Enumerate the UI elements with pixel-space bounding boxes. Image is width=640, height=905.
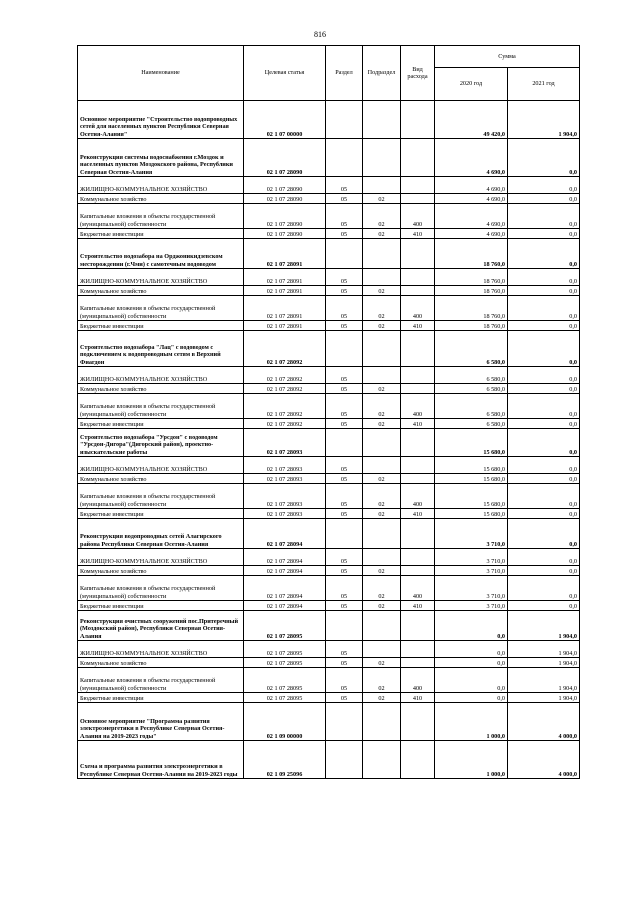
table-header <box>78 46 580 101</box>
row-2021: 1 904,0 <box>508 668 580 693</box>
row-expense-type <box>401 474 435 484</box>
row-2021: 0,0 <box>508 296 580 321</box>
row-expense-type: 410 <box>401 693 435 703</box>
header-2020: 2020 год <box>435 68 508 101</box>
table-row <box>78 549 580 566</box>
row-subsection <box>363 519 401 549</box>
row-subsection <box>363 549 401 566</box>
row-subsection <box>363 177 401 194</box>
row-section: 05 <box>326 204 363 229</box>
row-expense-type <box>401 101 435 139</box>
row-target: 02 1 07 28091 <box>244 321 326 331</box>
row-expense-type <box>401 429 435 457</box>
row-expense-type: 410 <box>401 419 435 429</box>
row-name: Бюджетные инвестиции <box>78 321 244 331</box>
table-row <box>78 741 580 779</box>
table-row <box>78 367 580 384</box>
row-expense-type <box>401 269 435 286</box>
row-expense-type: 400 <box>401 576 435 601</box>
header-expense-type: Вид расхода <box>401 46 435 101</box>
row-expense-type <box>401 519 435 549</box>
row-2020: 3 710,0 <box>435 576 508 601</box>
row-name: Бюджетные инвестиции <box>78 693 244 703</box>
row-target: 02 1 07 28095 <box>244 693 326 703</box>
row-section <box>326 331 363 367</box>
row-section <box>326 741 363 779</box>
row-expense-type: 410 <box>401 321 435 331</box>
row-target: 02 1 07 28095 <box>244 658 326 668</box>
row-expense-type <box>401 367 435 384</box>
row-2020: 49 420,0 <box>435 101 508 139</box>
row-subsection: 02 <box>363 296 401 321</box>
row-target: 02 1 07 28095 <box>244 641 326 658</box>
table-row <box>78 429 580 457</box>
row-2021: 0,0 <box>508 384 580 394</box>
row-name: Капитальные вложения в объекты государственной (муниципальной) собственности <box>78 576 244 601</box>
row-section <box>326 703 363 741</box>
row-2020: 6 580,0 <box>435 331 508 367</box>
row-section: 05 <box>326 566 363 576</box>
row-2020: 3 710,0 <box>435 549 508 566</box>
table-row <box>78 484 580 509</box>
row-section: 05 <box>326 229 363 239</box>
row-2021: 0,0 <box>508 484 580 509</box>
row-2020: 15 680,0 <box>435 474 508 484</box>
row-name: Коммунальное хозяйство <box>78 566 244 576</box>
row-name: Реконструкция водопроводных сетей Алагирского района Республики Северная Осетия-Алания <box>78 519 244 549</box>
row-2020: 1 000,0 <box>435 703 508 741</box>
row-subsection <box>363 331 401 367</box>
table-row <box>78 668 580 693</box>
row-2021: 0,0 <box>508 549 580 566</box>
row-target: 02 1 07 28093 <box>244 474 326 484</box>
row-section: 05 <box>326 194 363 204</box>
row-2020: 3 710,0 <box>435 566 508 576</box>
row-2020: 6 580,0 <box>435 367 508 384</box>
row-subsection: 02 <box>363 204 401 229</box>
row-2021: 0,0 <box>508 177 580 194</box>
table-row <box>78 457 580 474</box>
row-subsection: 02 <box>363 419 401 429</box>
row-2020: 1 000,0 <box>435 741 508 779</box>
row-target: 02 1 07 28093 <box>244 429 326 457</box>
row-subsection: 02 <box>363 693 401 703</box>
table-row <box>78 331 580 367</box>
row-subsection <box>363 239 401 269</box>
row-2021: 1 904,0 <box>508 693 580 703</box>
row-subsection <box>363 429 401 457</box>
row-expense-type: 400 <box>401 394 435 419</box>
table-row <box>78 269 580 286</box>
row-section <box>326 611 363 641</box>
row-expense-type <box>401 549 435 566</box>
row-2020: 4 690,0 <box>435 229 508 239</box>
row-2021: 1 904,0 <box>508 611 580 641</box>
table-row <box>78 321 580 331</box>
row-2020: 0,0 <box>435 611 508 641</box>
row-expense-type: 400 <box>401 484 435 509</box>
row-2021: 0,0 <box>508 566 580 576</box>
row-2021: 1 904,0 <box>508 658 580 668</box>
row-subsection <box>363 741 401 779</box>
header-section: Раздел <box>326 46 363 101</box>
row-2021: 0,0 <box>508 601 580 611</box>
row-name: Строительство водозабора на Орджоникидзевском месторождении (г.Чми) с самотечным водоводом <box>78 239 244 269</box>
row-expense-type: 410 <box>401 601 435 611</box>
row-2021: 0,0 <box>508 474 580 484</box>
row-expense-type <box>401 177 435 194</box>
row-section: 05 <box>326 394 363 419</box>
row-2020: 0,0 <box>435 668 508 693</box>
row-subsection: 02 <box>363 474 401 484</box>
table-row <box>78 139 580 177</box>
row-2020: 4 690,0 <box>435 177 508 194</box>
row-expense-type <box>401 286 435 296</box>
row-name: Капитальные вложения в объекты государственной (муниципальной) собственности <box>78 484 244 509</box>
row-section: 05 <box>326 419 363 429</box>
row-section <box>326 239 363 269</box>
row-name: ЖИЛИЩНО-КОММУНАЛЬНОЕ ХОЗЯЙСТВО <box>78 367 244 384</box>
row-section: 05 <box>326 549 363 566</box>
row-expense-type <box>401 611 435 641</box>
row-section: 05 <box>326 367 363 384</box>
row-subsection <box>363 703 401 741</box>
row-target: 02 1 07 28094 <box>244 576 326 601</box>
row-subsection: 02 <box>363 566 401 576</box>
row-target: 02 1 07 00000 <box>244 101 326 139</box>
row-expense-type <box>401 194 435 204</box>
row-section: 05 <box>326 668 363 693</box>
row-2020: 15 680,0 <box>435 429 508 457</box>
row-target: 02 1 07 28090 <box>244 204 326 229</box>
header-name: Наименование <box>78 46 244 101</box>
table-row <box>78 101 580 139</box>
row-name: Реконструкция очистных сооружений пос.Притеречный (Моздокский район), Республики Северная Осетия-Алания <box>78 611 244 641</box>
row-section: 05 <box>326 474 363 484</box>
row-expense-type: 400 <box>401 204 435 229</box>
row-subsection: 02 <box>363 194 401 204</box>
table-row <box>78 177 580 194</box>
row-2021: 0,0 <box>508 229 580 239</box>
row-target: 02 1 07 28091 <box>244 239 326 269</box>
row-name: Капитальные вложения в объекты государственной (муниципальной) собственности <box>78 394 244 419</box>
row-subsection: 02 <box>363 601 401 611</box>
row-target: 02 1 07 28090 <box>244 177 326 194</box>
row-2020: 15 680,0 <box>435 509 508 519</box>
table-row <box>78 474 580 484</box>
row-section <box>326 139 363 177</box>
row-section: 05 <box>326 384 363 394</box>
table-row <box>78 229 580 239</box>
row-name: Коммунальное хозяйство <box>78 474 244 484</box>
row-2021: 4 000,0 <box>508 741 580 779</box>
row-target: 02 1 07 28095 <box>244 668 326 693</box>
row-name: Бюджетные инвестиции <box>78 509 244 519</box>
row-name: Коммунальное хозяйство <box>78 384 244 394</box>
row-name: Строительство водозабора "Урсдон" с водоводом "Урсдон-Дигора"(Дигорский район), проектно-изыскательские работы <box>78 429 244 457</box>
row-subsection <box>363 101 401 139</box>
row-subsection: 02 <box>363 286 401 296</box>
row-subsection: 02 <box>363 229 401 239</box>
row-subsection: 02 <box>363 484 401 509</box>
row-name: Коммунальное хозяйство <box>78 194 244 204</box>
row-section: 05 <box>326 286 363 296</box>
row-name: ЖИЛИЩНО-КОММУНАЛЬНОЕ ХОЗЯЙСТВО <box>78 457 244 474</box>
row-2020: 4 690,0 <box>435 194 508 204</box>
row-name: Капитальные вложения в объекты государственной (муниципальной) собственности <box>78 296 244 321</box>
row-target: 02 1 09 00000 <box>244 703 326 741</box>
row-2020: 18 760,0 <box>435 296 508 321</box>
row-name: Основное мероприятие "Программа развития электроэнергетики в Республике Северная Осетия-Алания на 2019-2023 годы" <box>78 703 244 741</box>
row-name: Бюджетные инвестиции <box>78 601 244 611</box>
row-2021: 0,0 <box>508 204 580 229</box>
row-2021: 0,0 <box>508 419 580 429</box>
row-name: ЖИЛИЩНО-КОММУНАЛЬНОЕ ХОЗЯЙСТВО <box>78 177 244 194</box>
table-row <box>78 204 580 229</box>
row-name: Капитальные вложения в объекты государственной (муниципальной) собственности <box>78 668 244 693</box>
row-section: 05 <box>326 269 363 286</box>
row-target: 02 1 07 28091 <box>244 269 326 286</box>
row-2021: 0,0 <box>508 429 580 457</box>
row-2021: 0,0 <box>508 269 580 286</box>
row-target: 02 1 07 28093 <box>244 484 326 509</box>
row-target: 02 1 07 28092 <box>244 331 326 367</box>
row-name: Бюджетные инвестиции <box>78 419 244 429</box>
row-expense-type <box>401 384 435 394</box>
row-section: 05 <box>326 177 363 194</box>
row-name: Капитальные вложения в объекты государственной (муниципальной) собственности <box>78 204 244 229</box>
table-row <box>78 601 580 611</box>
row-2021: 1 904,0 <box>508 101 580 139</box>
row-name: Коммунальное хозяйство <box>78 658 244 668</box>
row-expense-type: 400 <box>401 668 435 693</box>
row-expense-type <box>401 658 435 668</box>
row-2020: 18 760,0 <box>435 321 508 331</box>
row-2021: 0,0 <box>508 321 580 331</box>
row-subsection: 02 <box>363 658 401 668</box>
row-target: 02 1 07 28092 <box>244 419 326 429</box>
row-name: Реконструкция системы водоснабжения г.Моздок и населенных пунктов Моздокского района, Республики Северная Осетия-Алания <box>78 139 244 177</box>
row-target: 02 1 07 28090 <box>244 194 326 204</box>
row-2021: 0,0 <box>508 457 580 474</box>
row-name: Строительство водозабора "Лац" с водоводом с подключением к водопроводным сетям в Верхний Фиагдон <box>78 331 244 367</box>
row-name: Бюджетные инвестиции <box>78 229 244 239</box>
row-target: 02 1 07 28092 <box>244 394 326 419</box>
row-target: 02 1 07 28092 <box>244 367 326 384</box>
row-2021: 0,0 <box>508 331 580 367</box>
row-subsection <box>363 641 401 658</box>
row-expense-type: 410 <box>401 509 435 519</box>
row-expense-type <box>401 566 435 576</box>
row-2020: 0,0 <box>435 658 508 668</box>
row-target: 02 1 07 28091 <box>244 296 326 321</box>
row-subsection <box>363 457 401 474</box>
budget-table <box>77 45 580 779</box>
table-row <box>78 509 580 519</box>
table-row <box>78 419 580 429</box>
row-2021: 0,0 <box>508 194 580 204</box>
row-section <box>326 519 363 549</box>
header-subsection: Подраздел <box>363 46 401 101</box>
row-subsection: 02 <box>363 668 401 693</box>
row-2020: 6 580,0 <box>435 384 508 394</box>
row-2021: 1 904,0 <box>508 641 580 658</box>
table-row <box>78 286 580 296</box>
row-section <box>326 101 363 139</box>
table-body <box>78 101 580 779</box>
row-target: 02 1 07 28094 <box>244 601 326 611</box>
row-section: 05 <box>326 296 363 321</box>
row-2020: 0,0 <box>435 693 508 703</box>
row-2020: 6 580,0 <box>435 419 508 429</box>
row-target: 02 1 07 28094 <box>244 519 326 549</box>
row-name: Коммунальное хозяйство <box>78 286 244 296</box>
row-2020: 18 760,0 <box>435 269 508 286</box>
table-row <box>78 658 580 668</box>
row-name: Основное мероприятие "Строительство водопроводных сетей для населенных пунктов Республики Северная Осетия-Алания" <box>78 101 244 139</box>
header-2021: 2021 год <box>508 68 580 101</box>
row-subsection: 02 <box>363 394 401 419</box>
row-name: Схема и программа развития электроэнергетики в Республике Северная Осетия-Алания на 2019-2023 годы <box>78 741 244 779</box>
row-target: 02 1 07 28093 <box>244 509 326 519</box>
row-target: 02 1 07 28090 <box>244 139 326 177</box>
row-expense-type <box>401 139 435 177</box>
header-sum: Сумма <box>435 46 580 68</box>
row-subsection <box>363 611 401 641</box>
table-row <box>78 611 580 641</box>
row-2021: 0,0 <box>508 367 580 384</box>
row-expense-type: 410 <box>401 229 435 239</box>
row-section: 05 <box>326 601 363 611</box>
table-row <box>78 239 580 269</box>
row-target: 02 1 07 28094 <box>244 549 326 566</box>
row-subsection: 02 <box>363 384 401 394</box>
row-section: 05 <box>326 693 363 703</box>
table-row <box>78 394 580 419</box>
row-expense-type <box>401 741 435 779</box>
row-2020: 3 710,0 <box>435 601 508 611</box>
row-2021: 0,0 <box>508 576 580 601</box>
table-row <box>78 703 580 741</box>
row-2021: 0,0 <box>508 519 580 549</box>
row-subsection <box>363 269 401 286</box>
row-target: 02 1 07 28094 <box>244 566 326 576</box>
row-target: 02 1 07 28095 <box>244 611 326 641</box>
row-2020: 0,0 <box>435 641 508 658</box>
row-expense-type <box>401 703 435 741</box>
row-2020: 15 680,0 <box>435 484 508 509</box>
row-target: 02 1 07 28090 <box>244 229 326 239</box>
table-row <box>78 194 580 204</box>
row-expense-type <box>401 457 435 474</box>
row-2020: 18 760,0 <box>435 286 508 296</box>
row-2020: 4 690,0 <box>435 204 508 229</box>
row-2021: 0,0 <box>508 286 580 296</box>
row-2021: 0,0 <box>508 509 580 519</box>
row-2020: 4 690,0 <box>435 139 508 177</box>
table-row <box>78 384 580 394</box>
page-number: 816 <box>314 30 326 39</box>
row-2020: 18 760,0 <box>435 239 508 269</box>
table-row <box>78 641 580 658</box>
row-section: 05 <box>326 321 363 331</box>
row-subsection <box>363 367 401 384</box>
table-row <box>78 519 580 549</box>
row-section: 05 <box>326 457 363 474</box>
row-section: 05 <box>326 576 363 601</box>
table-row <box>78 566 580 576</box>
row-target: 02 1 07 28092 <box>244 384 326 394</box>
row-subsection: 02 <box>363 321 401 331</box>
row-subsection <box>363 139 401 177</box>
row-2020: 3 710,0 <box>435 519 508 549</box>
row-expense-type <box>401 331 435 367</box>
row-subsection: 02 <box>363 576 401 601</box>
row-target: 02 1 07 28091 <box>244 286 326 296</box>
header-target: Целевая статья <box>244 46 326 101</box>
row-name: ЖИЛИЩНО-КОММУНАЛЬНОЕ ХОЗЯЙСТВО <box>78 269 244 286</box>
row-expense-type <box>401 641 435 658</box>
row-section: 05 <box>326 641 363 658</box>
table-row <box>78 576 580 601</box>
row-name: ЖИЛИЩНО-КОММУНАЛЬНОЕ ХОЗЯЙСТВО <box>78 641 244 658</box>
row-2020: 6 580,0 <box>435 394 508 419</box>
table-row <box>78 693 580 703</box>
row-2020: 15 680,0 <box>435 457 508 474</box>
row-section <box>326 429 363 457</box>
row-2021: 0,0 <box>508 239 580 269</box>
row-name: ЖИЛИЩНО-КОММУНАЛЬНОЕ ХОЗЯЙСТВО <box>78 549 244 566</box>
row-2021: 0,0 <box>508 394 580 419</box>
row-section: 05 <box>326 658 363 668</box>
row-expense-type: 400 <box>401 296 435 321</box>
row-section: 05 <box>326 509 363 519</box>
row-section: 05 <box>326 484 363 509</box>
row-target: 02 1 09 25096 <box>244 741 326 779</box>
row-subsection: 02 <box>363 509 401 519</box>
row-expense-type <box>401 239 435 269</box>
table-row <box>78 296 580 321</box>
row-2021: 4 000,0 <box>508 703 580 741</box>
row-target: 02 1 07 28093 <box>244 457 326 474</box>
row-2021: 0,0 <box>508 139 580 177</box>
